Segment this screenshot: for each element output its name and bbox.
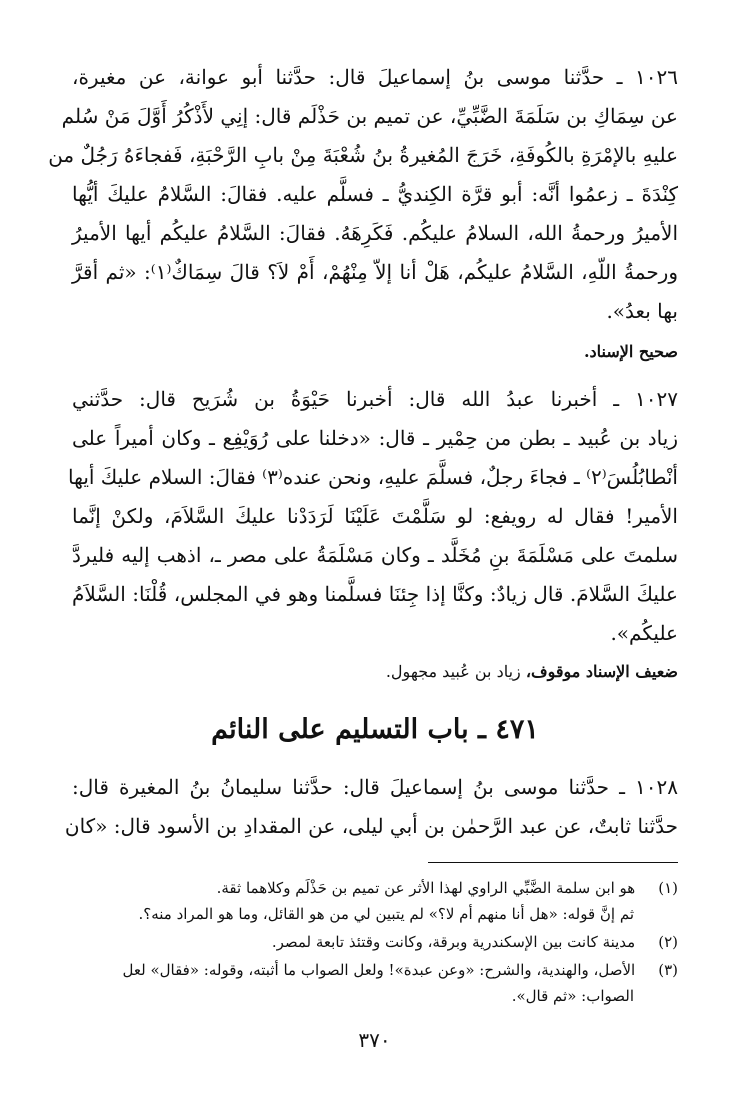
- footnote-text: الصواب: «ثم قال».: [511, 987, 634, 1005]
- footnote-text: ثم إنَّ قوله: «هل أنا منهم أم لا؟» لم يتبين لي من هو القائل، وما هو المراد منه؟.: [138, 905, 634, 923]
- footnote-separator: [428, 862, 678, 863]
- hadith-1026-line-7: بها بعدُ».: [606, 299, 678, 323]
- hadith-1027-line-4: الأمير! فقال له رويفع: لو سَلَّمْتَ عَلَيْنَا لَرَدَدْنا عليكَ السَّلاَمَ، ولكنْ إنَّما: [72, 504, 678, 528]
- footnote-2: [72, 930, 678, 954]
- footnote-text: الأصل، والهندية، والشرح: «وعن عبدة»! ولعل الصواب ما أثبته، وقوله: «فقال» لعل: [122, 961, 636, 979]
- hadith-1026-line-3: عليهِ بالإمْرَةِ بالكُوفَةِ، خَرَجَ المُغيرةُ بنُ شُعْبَةَ مِنْ بابِ الرَّحْبَةِ، فَفجاءَهُ رَجُلٌ من: [48, 143, 678, 167]
- hadith-1027-line-1: ١٠٢٧ ـ أخبرنا عبدُ الله قال: أخبرنا حَيْوَةُ بن شُرَيح قال: حدَّثني: [72, 387, 678, 411]
- footnote-text: هو ابن سلمة الضَّبِّي الراوي لهذا الأثر عن تميم بن حَذْلَم وكلاهما ثقة.: [216, 879, 636, 897]
- hadith-1027-line-7: عليكُم».: [610, 621, 678, 645]
- footnote-number: (١): [658, 879, 678, 897]
- hadith-1027-line-2: زياد بن عُبيد ـ بطن من حِمْير ـ قال: «دخلنا على رُوَيْفِع ـ وكان أميراً على: [72, 426, 678, 450]
- hadith-1028-line-2: حدَّثنا ثابتٌ، عن عبد الرَّحمٰن بن أبي ليلى، عن المقدادِ بن الأسود قال: «كان: [64, 814, 678, 838]
- footnote-text: مدينة كانت بين الإسكندرية وبرقة، وكانت وقتئذ تابعة لمصر.: [271, 933, 636, 951]
- footnote-number: (٢): [658, 933, 678, 951]
- footnote-1: [72, 876, 678, 900]
- hadith-1027-line-5: سلمتَ على مَسْلَمَةَ بنِ مُخَلَّد ـ وكان مَسْلَمَةُ على مصر ـ، اذهب إليه فليردَّ: [72, 543, 678, 567]
- hadith-1026-line-2: عن سِمَاكِ بن سَلَمَةَ الضَّبِّيِّ، عن تميم بن حَذْلَم قال: إنِي لأَذْكُرُ أَوَّلَ مَنْ سُلم: [61, 104, 678, 128]
- footnote-1-continuation: [72, 902, 678, 926]
- page-number: ٣٧٠: [358, 1028, 391, 1052]
- hadith-1026-line-6: ورحمةُ اللّهِ، السَّلامُ عليكُم، هَلْ أنا إلاّ مِنْهُمْ، أَمْ لاَ؟ قالَ سِمَاكٌ⁽١⁾: «ثم أقرَّ: [72, 260, 678, 284]
- hadith-1026-line-4: كِنْدَةَ ـ زعمُوا أنَّه: أبو قرَّة الكِنديُّ ـ فسلَّم عليه. فقالَ: السَّلامُ عليكَ أيُّها: [72, 182, 678, 206]
- hadith-1027-line-3: أنْطابُلُسَ⁽٢⁾ ـ فجاءَ رجلٌ، فسلَّمَ عليهِ، ونحن عنده⁽٣⁾ فقالَ: السلام عليكَ أيها: [68, 465, 678, 489]
- hadith-1028-line-1: ١٠٢٨ ـ حدَّثنا موسى بنُ إسماعيلَ قال: حدَّثنا سليمانُ بنُ المغيرة قال:: [72, 775, 678, 799]
- footnote-3: [72, 958, 678, 982]
- footnote-3-continuation: [72, 984, 678, 1008]
- chapter-heading: ٤٧١ ـ باب التسليم على النائم: [211, 714, 539, 745]
- hadith-1026-line-5: الأميرُ ورحمةُ الله، السلامُ عليكُم. فَكَرِهَهُ. فقالَ: السَّلامُ عليكُم أيها الأميرُ: [72, 221, 678, 245]
- hadith-1026-grade: صحيح الإسناد.: [583, 342, 678, 361]
- hadith-1026-line-1: ١٠٢٦ ـ حدَّثنا موسى بنُ إسماعيلَ قال: حدَّثنا أبو عوانة، عن مغيرة،: [72, 65, 678, 89]
- footnote-number: (٣): [658, 961, 678, 979]
- hadith-1027-line-6: عليكَ السَّلامَ. قال زيادٌ: وكنَّا إذا جِئنَا فسلَّمنا وهو في المجلس، قُلْنَا: السَّلاَمُ: [72, 582, 678, 606]
- hadith-1027-grade: ضعيف الإسناد موقوف، زياد بن عُبيد مجهول.: [385, 662, 678, 681]
